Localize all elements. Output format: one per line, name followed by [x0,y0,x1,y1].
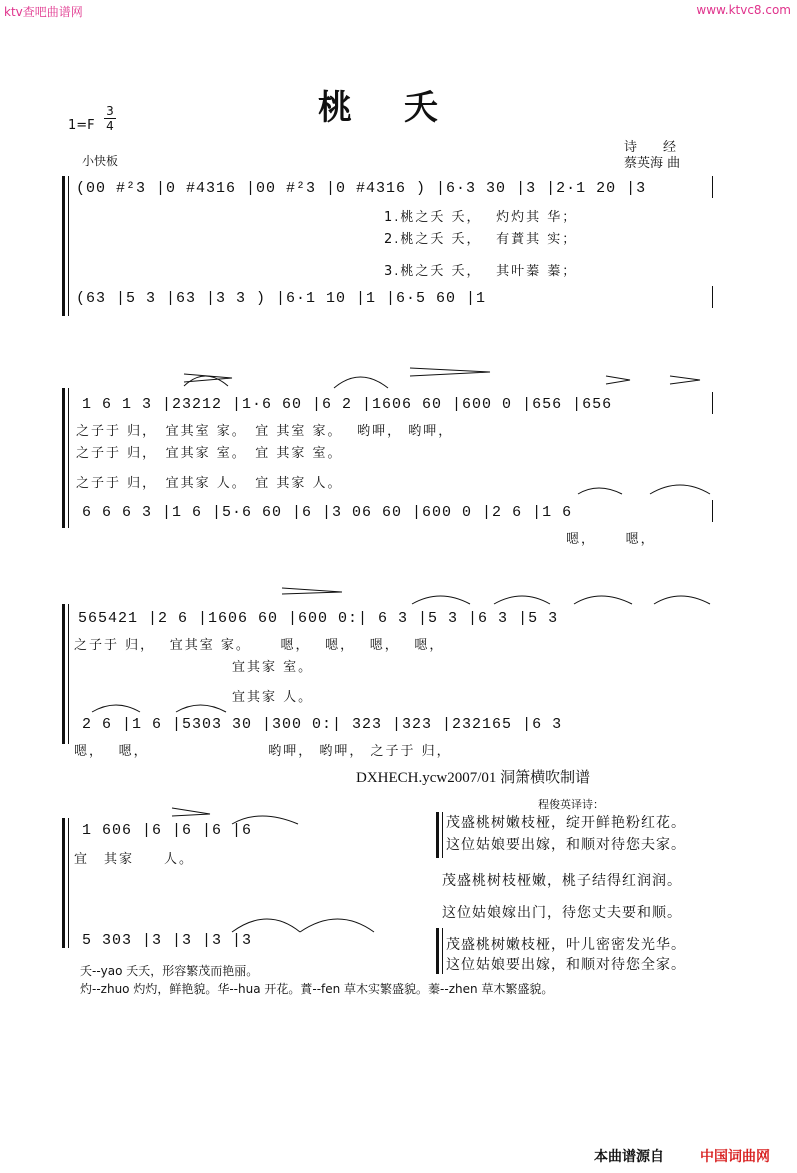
lyric-bottom: 嗯， 嗯， 哟呷， 哟呷， 之子于 归， [74,744,452,759]
melody-line-bottom: (63 |5 3 |63 |3 3 ) |6·1 10 |1 |6·5 60 |1 [76,290,487,307]
key-signature: 1=F [68,118,95,133]
tempo-marking: 小快板 [82,154,119,168]
melody-line-top: 565421 |2 6 |1606 60 |600 0:| 6 3 |5 3 |6 3 |5 3 [78,610,559,627]
translation-line: 茂盛桃树嫩枝桠，绽开鲜艳粉红花。 [446,815,686,831]
melody-line-bottom: 2 6 |1 6 |5303 30 |300 0:| 323 |323 |232165 |6 3 [82,716,563,733]
decrescendo-mark [410,368,490,376]
lyricist-credit: 诗 经 [624,140,677,155]
footer-source-label: 本曲谱源自 [594,1149,664,1165]
slur-mark [176,705,226,712]
translation-line: 这位姑娘要出嫁，和顺对待您夫家。 [446,837,686,853]
slur-mark [578,488,622,494]
slur-mark [232,919,300,932]
lyric-verse-2: 2.桃之夭 夭， 有蕡其 实； [384,232,578,247]
slur-mark [650,485,710,494]
decrescendo-mark [282,588,342,594]
meter-top: 3 [106,104,114,118]
glossary-line: 灼--zhuo 灼灼，鲜艳貌。华--hua 开花。蕡--fen 草木实繁盛貌。蓁--zhen 草木繁盛貌。 [80,982,554,996]
decrescendo-mark [172,808,210,816]
lyric-verse-2: 宜其家 室。 [232,660,314,675]
melody-line-bottom: 6 6 6 3 |1 6 |5·6 60 |6 |3 06 60 |600 0 |2 6 |1 6 [82,504,573,521]
slur-mark [92,705,140,712]
site-label-right: www.ktvc8.com [696,3,791,17]
meter-bottom: 4 [104,118,116,133]
lyric-verse-2: 之子于 归， 宜其家 室。 宜 其家 室。 [76,446,343,461]
melody-line-top: (00 #²3 |0 #4316 |00 #²3 |0 #4316 ) |6·3 30 |3 |2·1 20 |3 [76,180,647,197]
slur-mark [654,596,710,604]
lyric-verse-3: 之子于 归， 宜其家 人。 宜 其家 人。 [76,476,343,491]
slur-mark [494,596,550,604]
lyric-verse-1: 之子于 归， 宜其室 家。 宜 其室 家。 哟呷， 哟呷， [76,424,454,439]
hairpin-mark [670,376,700,384]
lyric-line: 宜 其家 人。 [74,852,195,867]
translation-line: 茂盛桃树枝桠嫩，桃子结得红润润。 [442,873,682,889]
translation-title: 程俊英译诗： [538,798,604,811]
glossary-line: 夭--yao 夭夭，形容繁茂而艳丽。 [80,964,259,978]
lyric-verse-3: 宜其家 人。 [232,690,314,705]
translation-line: 这位姑娘要出嫁，和顺对待您全家。 [446,957,686,973]
melody-line-top: 1 6 1 3 |23212 |1·6 60 |6 2 |1606 60 |600 0 |656 |656 [82,396,613,413]
lyric-verse-3: 3.桃之夭 夭， 其叶蓁 蓁； [384,264,578,279]
melody-line-top: 1 606 |6 |6 |6 |6 [82,822,253,839]
song-title: 桃夭 [318,88,490,128]
slur-mark [300,919,374,932]
slur-mark [412,596,470,604]
lyric-verse-1: 之子于 归， 宜其室 家。 嗯， 嗯， 嗯， 嗯， [74,638,445,653]
composer-credit: 蔡英海 曲 [624,156,681,171]
slur-mark [334,377,388,388]
site-label-left: ktv查吧曲谱网 [4,5,83,19]
hairpin-mark [606,376,630,384]
footer-source-site[interactable]: 中国词曲网 [700,1149,770,1165]
arranger-credit: DXHECH.ycw2007/01 洞箫横吹制谱 [356,770,591,786]
lyric-verse-1: 1.桃之夭 夭， 灼灼其 华； [384,210,578,225]
slur-mark [574,596,632,604]
lyric-bottom: 嗯， 嗯， [566,532,656,547]
melody-line-bottom: 5 303 |3 |3 |3 |3 [82,932,253,949]
translation-line: 茂盛桃树嫩枝桠，叶儿密密发光华。 [446,937,686,953]
translation-line: 这位姑娘嫁出门，待您丈夫要和顺。 [442,905,682,921]
